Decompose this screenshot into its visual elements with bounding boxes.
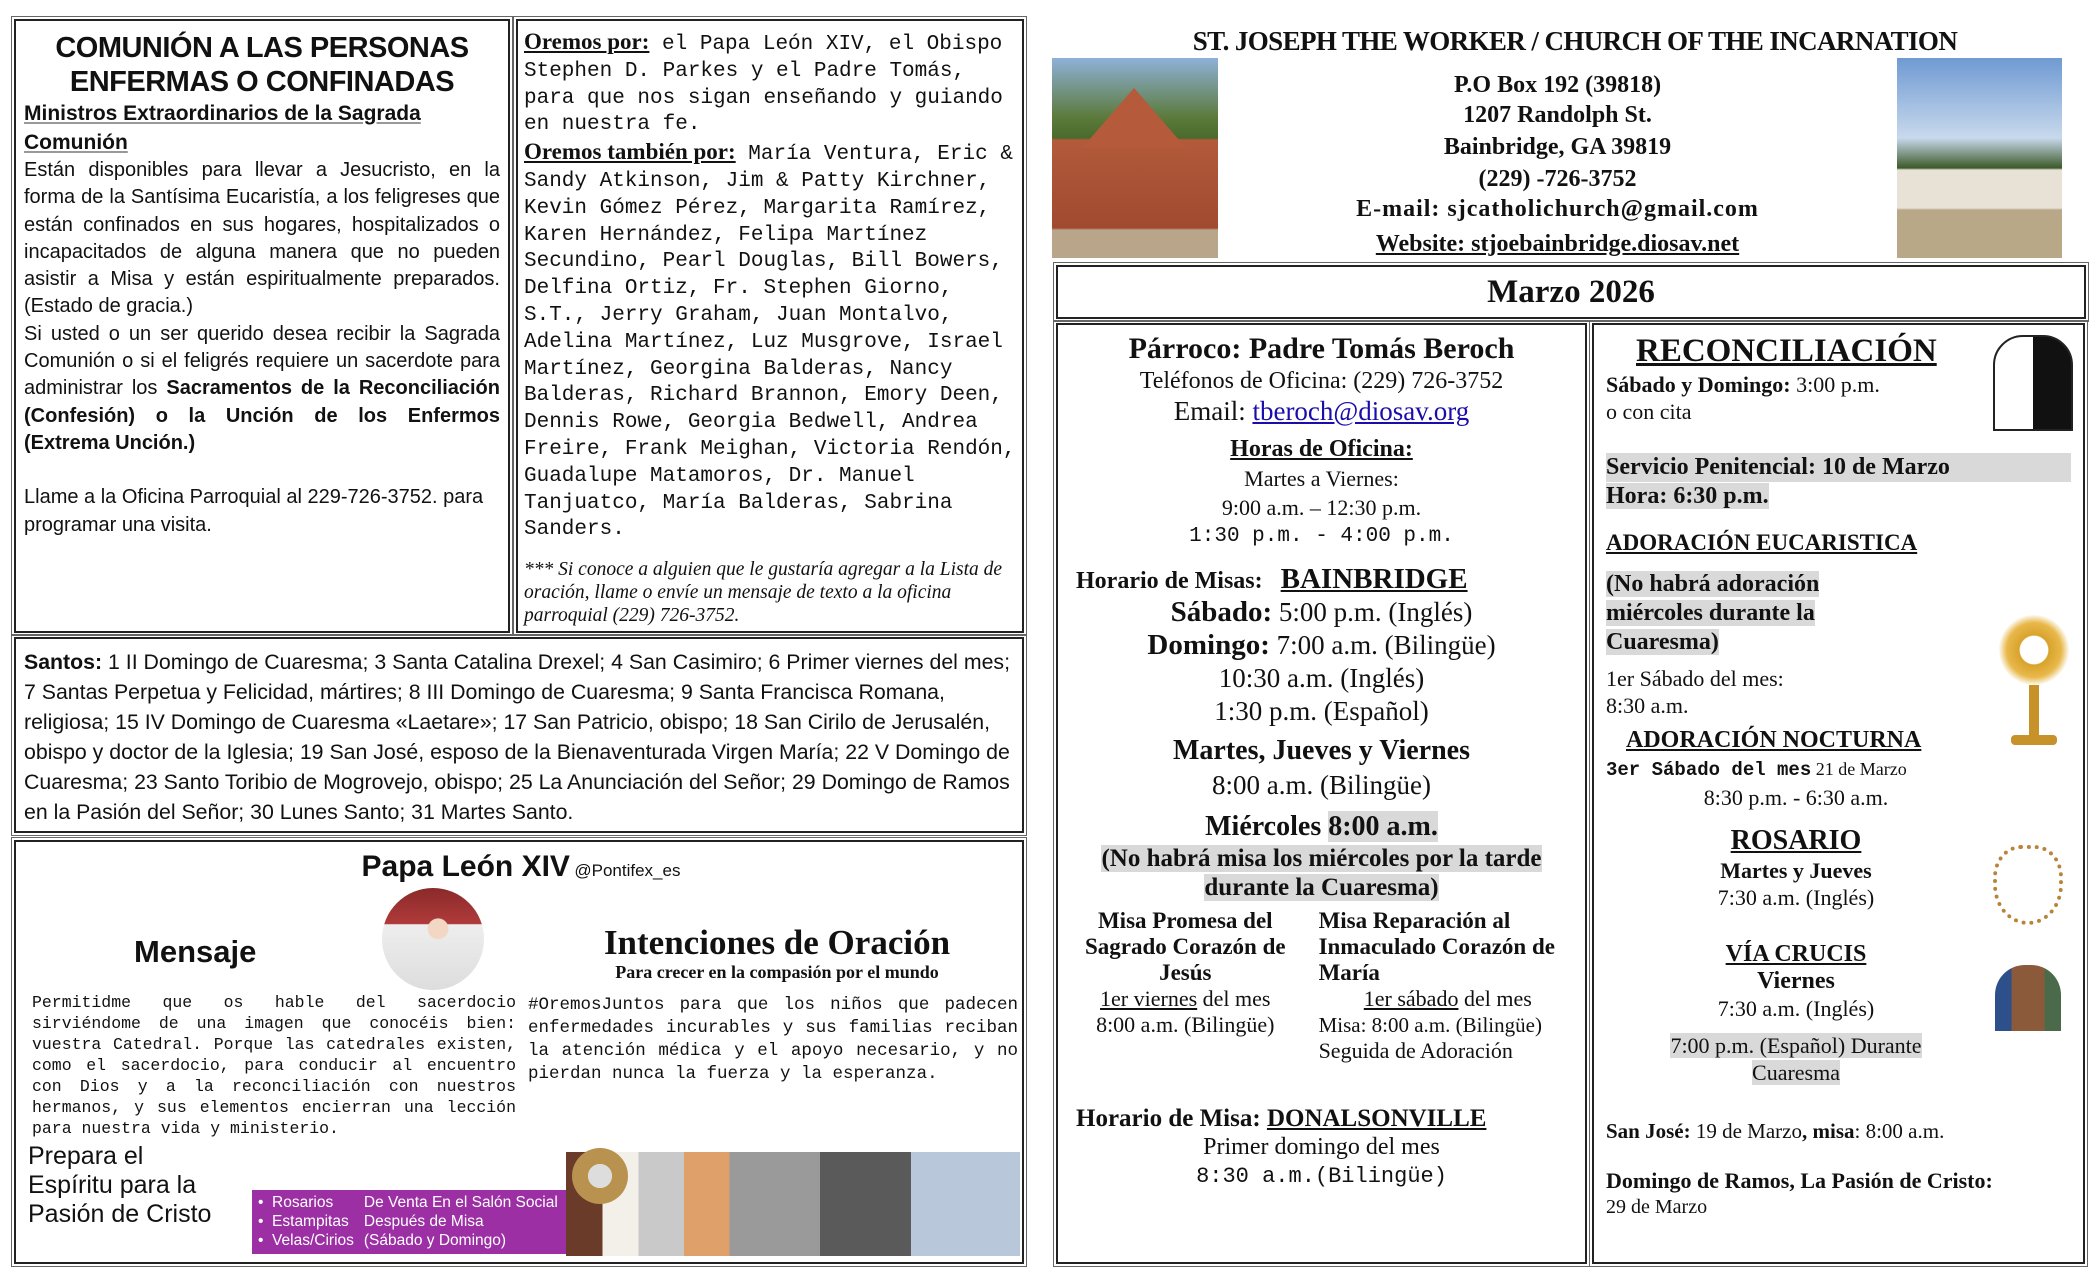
papa-header [16,850,1026,884]
parish-email[interactable]: E-mail: sjcatholichurch@gmail.com [1356,196,1759,222]
parroco-title: Párroco: Padre Tomás Beroch [1128,332,1515,365]
adoracion-when: 1er Sábado del mes: [1606,666,1784,691]
banner-info [364,1193,558,1251]
comunion-subtitle: Ministros Extraordinarios de la Sagrada Comunión [24,102,421,154]
oremos-note: *** Si conoce a alguien que le gustaría agregar a la Lista de oración, llame o envíe un mensaje de texto a la oficina parroquial (229) 726-3752. [524,559,1003,627]
banner-info-line: De Venta En el Salón Social [363,1194,558,1211]
mensaje-text: Permitidme que os hable del sacerdocio sirviéndome de una imagen que conocéis bien: vuestra Catedral. Porque las catedrales existen, como el sacerdocio, para conducir al encuentro con Dios y a la reconciliación con nuestros hermanos, y sus elementos encierran una lección para nuestra vida y ministerio. [32,993,516,1138]
promesa-when [1066,986,1305,1012]
rosario-section [1606,825,1986,1086]
via-crucis-day: Viernes [1757,968,1835,994]
crucifixion-icon [1995,965,2061,1031]
nocturna-time: 8:30 p.m. - 6:30 a.m. [1703,785,1889,810]
papa-box [14,840,1024,1264]
religious-items-photo [566,1152,1020,1256]
santos-box [14,637,1024,833]
banner-line: Prepara el [28,1142,144,1170]
adoracion-note-wrap [1606,570,1906,657]
nocturna-when [1606,754,2071,784]
banner-item: • Estampitas [258,1213,349,1230]
banner-item-text: Rosarios [272,1194,334,1211]
santos-list: 1 II Domingo de Cuaresma; 3 Santa Catalina Drexel; 4 San Casimiro; 6 Primer viernes del mes; 7 Santas Perpetua y Felicidad, mártires; 8 III Domingo de Cuaresma; 9 Santa Francisca Romana, religiosa; 15 IV Domingo de Cuaresma «Laetare»; 17 San Patricio, obispo; 18 San Cirilo de Jerusalén, obispo y doctor de la Iglesia; 19 San José, esposo de la Bienaventurada Virgen María; 22 V Domingo de Cuaresma; 23 Santo Toribio de Mogrovejo, obispo; 25 La Anunciación del Señor; 29 Domingo de Ramos en la Pasión del Señor; 30 Lunes Santo; 31 Martes Santo. [24,650,1010,824]
sabado-time: 5:00 p.m. (Inglés) [1272,597,1473,627]
miercoles-note: (No habrá misa los miércoles por la tarde durante la Cuaresma) [1101,845,1542,901]
intenciones-header [532,924,1022,983]
banner-item-text: Velas/Cirios [272,1232,354,1249]
donalsonville-when: Primer domingo del mes [1203,1134,1440,1160]
adoracion-note: (No habrá adoración miércoles durante la Cuaresma) [1606,571,1820,655]
oremos-p1 [524,29,1016,139]
papa-name: Papa León XIV [361,850,570,883]
papa-handle: @Pontifex_es [574,861,681,880]
reparacion-when-rest: del mes [1458,986,1532,1011]
reparacion-time: Misa: 8:00 a.m. (Bilingüe) [1318,1013,1542,1037]
misas-place: BAINBRIDGE [1280,563,1468,595]
recon-time: 3:00 p.m. [1790,372,1880,397]
oremos-names: María Ventura, Eric & Sandy Atkinson, Jim & Patty Kirchner, Kevin Gómez Pérez, Margarita Ramírez, Karen Hernández, Felipa Martínez Secundino, Pearl Douglas, Bill Bowers, Delfina Ortiz, Fr. Stephen Giorno, S.T., Jerry Graham, Juan Montalvo, Adelina Martínez, Luz Musgrove, Israel Martínez, Georgina Balderas, Nancy Balderas, Richard Brannon, Emory Deen, Dennis Rowe, Georgia Bedwell, Andrea Freire, Frank Meighan, Victoria Rendón, Guadalupe Matamoros, Dr. Manuel Tanjuatco, María Balderas, Sabrina Sanders. [524,143,1016,542]
parroco-email [1066,396,1577,427]
domingo-line [1066,629,1577,662]
banner-info-line: Después de Misa [363,1213,484,1230]
reparacion-after: Seguida de Adoración [1318,1038,1513,1063]
santos-label: Santos: [24,650,103,674]
reparacion-title: Misa Reparación al Inmaculado Corazón de María [1318,908,1555,985]
reparacion-when-u: 1er sábado [1363,986,1459,1011]
misas-header [1066,565,1577,596]
special-masses [1066,908,1577,1064]
sabado-line [1066,596,1577,629]
miercoles-line [1066,810,1577,844]
comunion-p1: Están disponibles para llevar a Jesucristo, en la forma de la Santísima Eucaristía, a los feligreses que están confinados en sus hogares, hospitalizados o incapacitados de alguna manera que no pueden asistir a Misa y están espiritualmente preparados. (Estado de gracia.) [24,159,500,318]
adoracion-title: ADORACIÓN EUCARISTICA [1606,530,1918,555]
banner-title [28,1142,211,1229]
parish-address [1220,70,1895,259]
penitencial-time: Hora: 6:30 p.m. [1606,483,1769,509]
domingo-time-1: 7:00 a.m. (Bilingüe) [1269,630,1496,660]
month-title: Marzo 2026 [1056,265,2086,319]
medal-icon [572,1148,628,1204]
domingo-label: Domingo: [1147,629,1270,661]
nocturna-date: 21 de Marzo [1811,759,1907,779]
san-jose-label: San José: [1606,1119,1691,1143]
donalsonville-label: Horario de Misa: [1076,1105,1267,1132]
misas-label: Horario de Misas: [1076,568,1263,594]
banner-item: • Rosarios [258,1194,334,1211]
recon-extra: o con cita [1606,399,1692,424]
comunion-box [14,19,510,633]
ramos-label: Domingo de Ramos, La Pasión de Cristo: [1606,1168,1993,1193]
comunion-p2-text: Si usted o un ser querido desea recibir la Sagrada Comunión o si el feligrés requiere un sacerdote para administrar los [24,322,500,400]
po-box: P.O Box 192 (39818) [1453,72,1662,98]
parish-website-link[interactable]: Website: stjoebainbridge.diosav.net [1375,231,1740,257]
comunion-p3: Llame a la Oficina Parroquial al 229-726-3752. para programar una visita. [24,486,484,536]
donalsonville-place: DONALSONVILLE [1266,1105,1487,1132]
donalsonville-header [1066,1104,1577,1133]
rosary-icon [1993,845,2063,925]
nocturna-day: 3er Sábado del mes [1606,759,1812,781]
devotions-box [1592,323,2085,1264]
oremos-text: el Papa León XIV, el Obispo Stephen D. Parkes y el Padre Tomás, para que nos sigan enseñando y guiando en nuestra fe. [524,33,1003,137]
domingo-time-2: 10:30 a.m. (Inglés) [1218,663,1425,693]
office-phone: Teléfonos de Oficina: (229) 726-3752 [1139,368,1504,394]
via-crucis-time: 7:30 a.m. (Inglés) [1717,996,1875,1021]
penitencial [1606,453,2071,511]
pope-photo [382,888,484,990]
reparacion-when [1319,986,1577,1012]
office-hours-2: 1:30 p.m. - 4:00 p.m. [1189,525,1454,548]
monstrance-icon [1999,615,2069,750]
intenciones-text: #OremosJuntos para que los niños que padecen enfermedades incurables y sus familias reciban la atención médica y el apoyo necesario, y no pierdan nunca la fuerza y la esperanza. [528,995,1018,1084]
office-hours-1: 9:00 a.m. – 12:30 p.m. [1221,495,1422,520]
banner-item-text: Estampitas [272,1213,349,1230]
penitencial-date: Servicio Penitencial: 10 de Marzo [1606,453,2071,482]
donalsonville-time: 8:30 a.m.(Bilingüe) [1196,1164,1447,1189]
san-jose-time: : 8:00 a.m. [1854,1119,1945,1143]
promesa-when-u: 1er viernes [1100,986,1198,1011]
rosario-title: ROSARIO [1730,825,1862,856]
miercoles-note-wrap [1066,844,1577,902]
promesa-time: 8:00 a.m. (Bilingüe) [1096,1012,1275,1037]
miercoles-time: 8:00 a.m. [1328,811,1438,842]
promesa-when-rest: del mes [1197,986,1271,1011]
recon-label: Sábado y Domingo: [1606,372,1791,397]
schedule-box [1056,323,1587,1264]
office-hours-title: Horas de Oficina: [1230,436,1413,462]
miercoles-label: Miércoles [1205,811,1329,842]
adoracion-time: 8:30 a.m. [1606,693,1689,718]
banner-item: • Velas/Cirios [258,1232,354,1249]
rosario-time: 7:30 a.m. (Inglés) [1717,885,1875,910]
confession-icon [1993,335,2073,431]
mjv-time: 8:00 a.m. (Bilingüe) [1212,770,1431,800]
office-days: Martes a Viernes: [1244,466,1399,491]
oremos-box [516,19,1024,633]
promesa-title: Misa Promesa del Sagrado Corazón de Jesús [1084,908,1286,985]
san-jose-line [1606,1118,2071,1145]
promesa-col [1066,908,1305,1064]
parish-phone: (229) -726-3752 [1478,166,1637,192]
banner-info-line: (Sábado y Domingo) [363,1232,507,1249]
comunion-title: COMUNIÓN A LAS PERSONAS ENFERMAS O CONFINADAS [55,32,469,98]
parish-title: ST. JOSEPH THE WORKER / CHURCH OF THE INCARNATION [1192,26,1958,56]
comunion-p2 [24,321,500,457]
church-photo-left [1052,58,1218,258]
oremos-tambien-label: Oremos también por: [524,139,736,165]
reparacion-col [1319,908,1577,1064]
oremos-p2 [524,139,1016,544]
ramos-date: 29 de Marzo [1606,1196,1708,1218]
san-jose-date: 19 de Marzo [1690,1119,1802,1143]
banner-line: Pasión de Cristo [28,1200,212,1228]
sabado-label: Sábado: [1170,596,1273,628]
intenciones-subtitle: Para crecer en la compasión por el mundo [615,962,939,982]
rosario-days: Martes y Jueves [1720,858,1872,883]
domingo-time-3: 1:30 p.m. (Español) [1214,696,1429,726]
reconciliacion-title: RECONCILIACIÓN [1636,333,1937,369]
oremos-label: Oremos por: [524,29,650,54]
city: Bainbridge, GA 39819 [1443,134,1672,160]
mensaje-title: Mensaje [134,934,257,969]
comunion-p2-bold: Sacramentos de la Reconciliación (Confesión) o la Unción de los Enfermos (Extrema Unción.) [24,377,500,454]
via-crucis-title: VÍA CRUCIS [1725,941,1867,967]
email-label: Email: [1173,396,1253,426]
mjv-title: Martes, Jueves y Viernes [1172,735,1471,766]
nocturna-title: ADORACIÓN NOCTURNA [1626,727,1922,753]
intenciones-title: Intenciones de Oración [603,923,951,962]
via-crucis-extra-wrap [1606,1032,1986,1086]
santos-text [24,647,1014,827]
via-crucis-extra: 7:00 p.m. (Español) Durante Cuaresma [1670,1033,1922,1085]
banner-line: Espíritu para la [28,1171,197,1199]
parroco-email-link[interactable]: tberoch@diosav.org [1252,396,1470,426]
san-jose-misa: , misa [1802,1119,1855,1143]
street-address: 1207 Randolph St. [1463,102,1652,128]
church-photo-right [1897,58,2062,258]
banner-items [258,1193,354,1251]
